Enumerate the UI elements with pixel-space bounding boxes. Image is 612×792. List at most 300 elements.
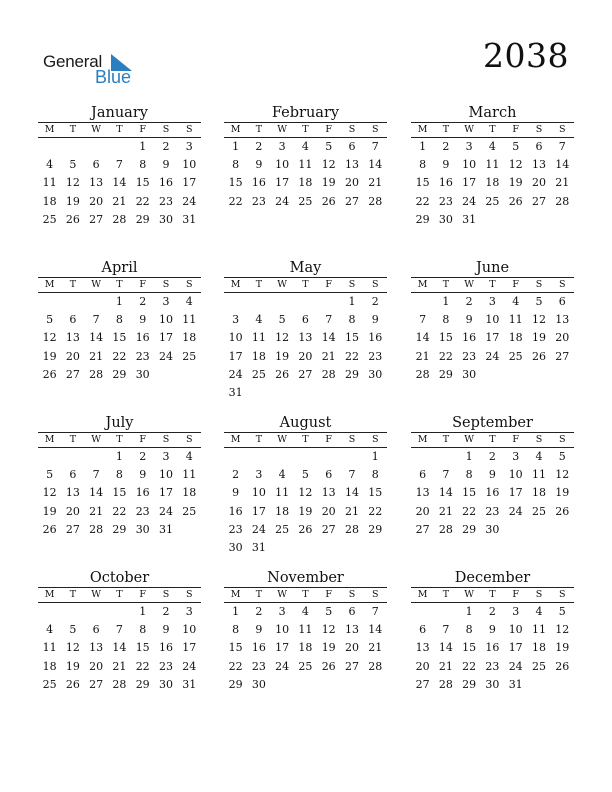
day-cell: 4 xyxy=(488,140,496,153)
empty-day-cell xyxy=(294,448,317,466)
day-cell: 7 xyxy=(442,468,450,482)
week-row xyxy=(38,348,201,366)
empty-day-cell xyxy=(411,448,434,466)
week-row xyxy=(224,138,387,156)
day-cell: 12 xyxy=(508,158,523,172)
month-november xyxy=(224,570,387,694)
weekday-header: W xyxy=(464,279,475,290)
empty-day-cell xyxy=(178,521,201,539)
day-cell: 26 xyxy=(298,522,313,536)
week-row xyxy=(38,484,201,502)
empty-day-cell xyxy=(340,539,363,557)
weekday-header: F xyxy=(325,279,332,290)
day-cell: 14 xyxy=(321,331,336,345)
day-cell: 17 xyxy=(158,331,173,345)
day-cell: 16 xyxy=(228,504,243,518)
day-cell: 7 xyxy=(558,140,566,153)
day-cell: 1 xyxy=(139,140,147,153)
empty-day-cell xyxy=(434,603,457,621)
empty-day-cell xyxy=(551,676,574,694)
empty-day-cell xyxy=(317,384,340,402)
day-cell: 5 xyxy=(278,313,286,327)
week-row xyxy=(38,466,201,484)
day-cell: 14 xyxy=(438,486,453,500)
day-cell: 27 xyxy=(344,659,359,673)
week-row xyxy=(224,348,387,366)
weekday-header: T xyxy=(255,434,263,445)
day-cell: 15 xyxy=(228,176,243,190)
day-cell: 6 xyxy=(301,313,309,327)
day-cell: 15 xyxy=(462,641,477,655)
day-cell: 11 xyxy=(275,486,290,500)
day-cell: 29 xyxy=(135,677,150,691)
day-cell: 16 xyxy=(462,331,477,345)
weekday-header: T xyxy=(116,279,123,290)
day-cell: 2 xyxy=(465,295,473,308)
week-row xyxy=(411,639,574,657)
day-cell: 3 xyxy=(185,140,193,153)
day-cell: 16 xyxy=(368,331,383,345)
day-cell: 29 xyxy=(438,367,453,381)
weekday-header-row xyxy=(411,278,574,293)
day-cell: 17 xyxy=(485,331,500,345)
weekday-header: S xyxy=(535,589,543,600)
day-cell: 4 xyxy=(512,295,520,308)
empty-day-cell xyxy=(61,603,84,621)
day-cell: 20 xyxy=(65,504,80,518)
day-cell: 26 xyxy=(65,212,80,226)
day-cell: 15 xyxy=(344,331,359,345)
week-row xyxy=(224,193,387,211)
day-cell: 27 xyxy=(555,349,570,363)
week-row xyxy=(224,448,387,466)
empty-day-cell xyxy=(411,293,434,311)
day-cell: 20 xyxy=(298,349,313,363)
week-row xyxy=(38,639,201,657)
day-cell: 10 xyxy=(275,623,290,637)
day-cell: 27 xyxy=(298,367,313,381)
day-cell: 5 xyxy=(69,158,77,172)
day-cell: 7 xyxy=(115,158,123,172)
week-row xyxy=(411,293,574,311)
day-cell: 1 xyxy=(419,140,427,153)
empty-day-cell xyxy=(85,138,108,156)
weekday-header: W xyxy=(277,589,288,600)
day-cell: 8 xyxy=(442,313,450,327)
weekday-header: W xyxy=(464,589,475,600)
week-row xyxy=(38,603,201,621)
weekday-header: T xyxy=(255,589,263,600)
day-cell: 15 xyxy=(415,176,430,190)
day-cell: 18 xyxy=(531,486,546,500)
empty-day-cell xyxy=(38,293,61,311)
weekday-header: S xyxy=(371,434,379,445)
day-cell: 14 xyxy=(368,623,383,637)
weekday-header: S xyxy=(371,124,379,135)
weekday-header: S xyxy=(558,124,566,135)
day-cell: 26 xyxy=(321,194,336,208)
day-cell: 6 xyxy=(348,605,356,618)
day-cell: 30 xyxy=(135,367,150,381)
day-cell: 23 xyxy=(485,659,500,673)
empty-day-cell xyxy=(294,384,317,402)
day-cell: 28 xyxy=(438,522,453,536)
day-cell: 25 xyxy=(251,367,266,381)
day-cell: 19 xyxy=(555,641,570,655)
weekday-header: F xyxy=(325,434,332,445)
day-cell: 22 xyxy=(462,504,477,518)
weekday-header: F xyxy=(512,124,519,135)
day-cell: 25 xyxy=(531,659,546,673)
day-cell: 27 xyxy=(531,194,546,208)
weekday-header: M xyxy=(230,434,241,445)
day-cell: 8 xyxy=(348,313,356,327)
day-cell: 2 xyxy=(371,295,379,308)
day-cell: 22 xyxy=(135,194,150,208)
day-cell: 19 xyxy=(531,331,546,345)
day-cell: 14 xyxy=(368,158,383,172)
day-cell: 20 xyxy=(555,331,570,345)
weekday-header: M xyxy=(417,434,428,445)
day-cell: 11 xyxy=(182,468,197,482)
empty-day-cell xyxy=(317,539,340,557)
day-cell: 10 xyxy=(158,313,173,327)
week-row xyxy=(411,503,574,521)
week-row xyxy=(224,539,387,557)
day-cell: 19 xyxy=(321,641,336,655)
day-cell: 4 xyxy=(535,605,543,618)
day-cell: 22 xyxy=(135,659,150,673)
week-row xyxy=(411,621,574,639)
day-cell: 29 xyxy=(368,522,383,536)
day-cell: 8 xyxy=(419,158,427,172)
empty-day-cell xyxy=(108,138,131,156)
day-cell: 11 xyxy=(298,623,313,637)
day-cell: 9 xyxy=(162,158,170,172)
empty-day-cell xyxy=(271,448,294,466)
day-cell: 12 xyxy=(298,486,313,500)
weekday-header: F xyxy=(139,279,146,290)
month-name: May xyxy=(224,260,387,278)
weekday-header-row xyxy=(38,433,201,448)
day-cell: 28 xyxy=(415,367,430,381)
day-cell: 19 xyxy=(42,349,57,363)
day-cell: 23 xyxy=(251,659,266,673)
empty-day-cell xyxy=(108,603,131,621)
day-cell: 18 xyxy=(275,504,290,518)
empty-day-cell xyxy=(504,211,527,229)
month-name: November xyxy=(224,570,387,588)
day-cell: 7 xyxy=(348,468,356,482)
day-cell: 6 xyxy=(419,468,427,482)
day-cell: 13 xyxy=(65,331,80,345)
day-cell: 24 xyxy=(158,349,173,363)
day-cell: 25 xyxy=(182,349,197,363)
month-name: August xyxy=(224,415,387,433)
week-row xyxy=(224,521,387,539)
day-cell: 15 xyxy=(368,486,383,500)
day-cell: 10 xyxy=(228,331,243,345)
week-row xyxy=(411,676,574,694)
day-cell: 25 xyxy=(298,194,313,208)
month-december xyxy=(411,570,574,694)
day-cell: 9 xyxy=(139,313,147,327)
day-cell: 21 xyxy=(321,349,336,363)
day-cell: 21 xyxy=(344,504,359,518)
day-cell: 4 xyxy=(185,450,193,463)
day-cell: 15 xyxy=(438,331,453,345)
day-cell: 22 xyxy=(112,504,127,518)
day-cell: 22 xyxy=(462,659,477,673)
week-row xyxy=(38,366,201,384)
weekday-header: F xyxy=(139,434,146,445)
weekday-header: M xyxy=(417,589,428,600)
weekday-header: S xyxy=(348,589,356,600)
day-cell: 9 xyxy=(442,158,450,172)
day-cell: 19 xyxy=(298,504,313,518)
weekday-header: F xyxy=(325,589,332,600)
day-cell: 22 xyxy=(228,194,243,208)
day-cell: 30 xyxy=(462,367,477,381)
day-cell: 24 xyxy=(182,194,197,208)
day-cell: 4 xyxy=(255,313,263,327)
weekday-header-row xyxy=(224,433,387,448)
weekday-header: S xyxy=(185,279,193,290)
week-row xyxy=(411,174,574,192)
weekday-header: F xyxy=(139,589,146,600)
weekday-header: T xyxy=(69,434,77,445)
day-cell: 9 xyxy=(232,486,240,500)
weekday-header: T xyxy=(442,434,450,445)
day-cell: 2 xyxy=(139,295,147,308)
day-cell: 31 xyxy=(182,677,197,691)
weekday-header: T xyxy=(442,589,450,600)
day-cell: 3 xyxy=(278,140,286,153)
week-row xyxy=(224,156,387,174)
day-cell: 6 xyxy=(535,140,543,153)
week-row xyxy=(224,503,387,521)
day-cell: 13 xyxy=(415,641,430,655)
day-cell: 4 xyxy=(46,623,54,637)
day-cell: 1 xyxy=(115,295,123,308)
day-cell: 7 xyxy=(92,468,100,482)
empty-day-cell xyxy=(527,676,550,694)
day-cell: 19 xyxy=(42,504,57,518)
day-cell: 24 xyxy=(508,504,523,518)
day-cell: 29 xyxy=(415,212,430,226)
weekday-header: T xyxy=(255,279,263,290)
week-row xyxy=(411,521,574,539)
weekday-header: W xyxy=(91,124,102,135)
weekday-header: T xyxy=(302,279,309,290)
day-cell: 31 xyxy=(158,522,173,536)
weekday-header: S xyxy=(371,589,379,600)
day-cell: 11 xyxy=(485,158,500,172)
day-cell: 7 xyxy=(325,313,333,327)
empty-day-cell xyxy=(317,293,340,311)
day-cell: 5 xyxy=(69,623,77,637)
day-cell: 5 xyxy=(46,468,54,482)
day-cell: 7 xyxy=(371,605,379,618)
empty-day-cell xyxy=(61,138,84,156)
day-cell: 2 xyxy=(488,450,496,463)
day-cell: 18 xyxy=(182,486,197,500)
day-cell: 24 xyxy=(158,504,173,518)
weekday-header-row xyxy=(411,433,574,448)
day-cell: 23 xyxy=(485,504,500,518)
week-row xyxy=(411,193,574,211)
day-cell: 29 xyxy=(112,367,127,381)
day-cell: 26 xyxy=(65,677,80,691)
day-cell: 5 xyxy=(512,140,520,153)
weekday-header: M xyxy=(44,124,55,135)
day-cell: 23 xyxy=(251,194,266,208)
week-row xyxy=(224,384,387,402)
weekday-header-row xyxy=(224,278,387,293)
day-cell: 20 xyxy=(344,176,359,190)
weekday-header: T xyxy=(489,124,496,135)
day-cell: 19 xyxy=(275,349,290,363)
weekday-header: S xyxy=(558,589,566,600)
day-cell: 14 xyxy=(438,641,453,655)
empty-day-cell xyxy=(364,384,387,402)
day-cell: 3 xyxy=(512,450,520,463)
day-cell: 20 xyxy=(321,504,336,518)
weekday-header-row xyxy=(38,588,201,603)
month-name: January xyxy=(38,105,201,123)
day-cell: 13 xyxy=(89,176,104,190)
day-cell: 19 xyxy=(508,176,523,190)
empty-day-cell xyxy=(271,384,294,402)
week-row xyxy=(224,621,387,639)
empty-day-cell xyxy=(247,384,270,402)
day-cell: 27 xyxy=(65,367,80,381)
day-cell: 16 xyxy=(485,486,500,500)
month-october xyxy=(38,570,201,694)
day-cell: 22 xyxy=(438,349,453,363)
day-cell: 18 xyxy=(298,176,313,190)
week-row xyxy=(411,211,574,229)
day-cell: 5 xyxy=(535,295,543,308)
empty-day-cell xyxy=(317,448,340,466)
day-cell: 24 xyxy=(275,659,290,673)
day-cell: 13 xyxy=(555,313,570,327)
empty-day-cell xyxy=(551,366,574,384)
empty-day-cell xyxy=(294,539,317,557)
month-name: December xyxy=(411,570,574,588)
day-cell: 22 xyxy=(415,194,430,208)
day-cell: 9 xyxy=(162,623,170,637)
weekday-header: T xyxy=(116,589,123,600)
day-cell: 8 xyxy=(465,623,473,637)
month-august xyxy=(224,415,387,557)
week-row xyxy=(38,329,201,347)
weekday-header: S xyxy=(535,279,543,290)
month-name: June xyxy=(411,260,574,278)
weekday-header: M xyxy=(230,279,241,290)
day-cell: 3 xyxy=(512,605,520,618)
day-cell: 13 xyxy=(321,486,336,500)
day-cell: 20 xyxy=(415,504,430,518)
day-cell: 15 xyxy=(228,641,243,655)
day-cell: 20 xyxy=(415,659,430,673)
day-cell: 30 xyxy=(438,212,453,226)
empty-day-cell xyxy=(247,448,270,466)
day-cell: 12 xyxy=(531,313,546,327)
empty-day-cell xyxy=(481,366,504,384)
day-cell: 7 xyxy=(115,623,123,637)
day-cell: 10 xyxy=(508,623,523,637)
day-cell: 24 xyxy=(251,522,266,536)
day-cell: 6 xyxy=(92,623,100,637)
day-cell: 16 xyxy=(158,641,173,655)
day-cell: 20 xyxy=(344,641,359,655)
day-cell: 11 xyxy=(182,313,197,327)
day-cell: 30 xyxy=(158,677,173,691)
day-cell: 25 xyxy=(508,349,523,363)
week-row xyxy=(224,366,387,384)
week-row xyxy=(38,521,201,539)
weekday-header-row xyxy=(224,123,387,138)
day-cell: 1 xyxy=(348,295,356,308)
day-cell: 18 xyxy=(182,331,197,345)
day-cell: 13 xyxy=(65,486,80,500)
day-cell: 7 xyxy=(442,623,450,637)
week-row xyxy=(224,293,387,311)
empty-day-cell xyxy=(61,448,84,466)
day-cell: 20 xyxy=(531,176,546,190)
weekday-header: M xyxy=(417,279,428,290)
week-row xyxy=(411,138,574,156)
empty-day-cell xyxy=(551,521,574,539)
day-cell: 7 xyxy=(419,313,427,327)
day-cell: 27 xyxy=(89,212,104,226)
day-cell: 1 xyxy=(139,605,147,618)
day-cell: 21 xyxy=(89,349,104,363)
day-cell: 11 xyxy=(298,158,313,172)
day-cell: 1 xyxy=(115,450,123,463)
weekday-header: T xyxy=(255,124,263,135)
day-cell: 17 xyxy=(275,176,290,190)
week-row xyxy=(224,676,387,694)
day-cell: 8 xyxy=(139,623,147,637)
weekday-header: S xyxy=(185,589,193,600)
month-september xyxy=(411,415,574,539)
weekday-header: T xyxy=(489,589,496,600)
weekday-header: M xyxy=(44,589,55,600)
day-cell: 27 xyxy=(89,677,104,691)
day-cell: 11 xyxy=(42,641,57,655)
day-cell: 28 xyxy=(344,522,359,536)
day-cell: 21 xyxy=(112,659,127,673)
weekday-header: T xyxy=(69,279,77,290)
day-cell: 16 xyxy=(135,486,150,500)
weekday-header: T xyxy=(489,279,496,290)
weekday-header: W xyxy=(464,434,475,445)
weekday-header: S xyxy=(162,124,170,135)
day-cell: 3 xyxy=(232,313,240,327)
day-cell: 5 xyxy=(301,468,309,482)
day-cell: 26 xyxy=(275,367,290,381)
day-cell: 19 xyxy=(555,486,570,500)
week-row xyxy=(38,676,201,694)
day-cell: 30 xyxy=(251,677,266,691)
day-cell: 8 xyxy=(232,158,240,172)
day-cell: 31 xyxy=(508,677,523,691)
day-cell: 16 xyxy=(251,641,266,655)
day-cell: 29 xyxy=(344,367,359,381)
empty-day-cell xyxy=(271,539,294,557)
